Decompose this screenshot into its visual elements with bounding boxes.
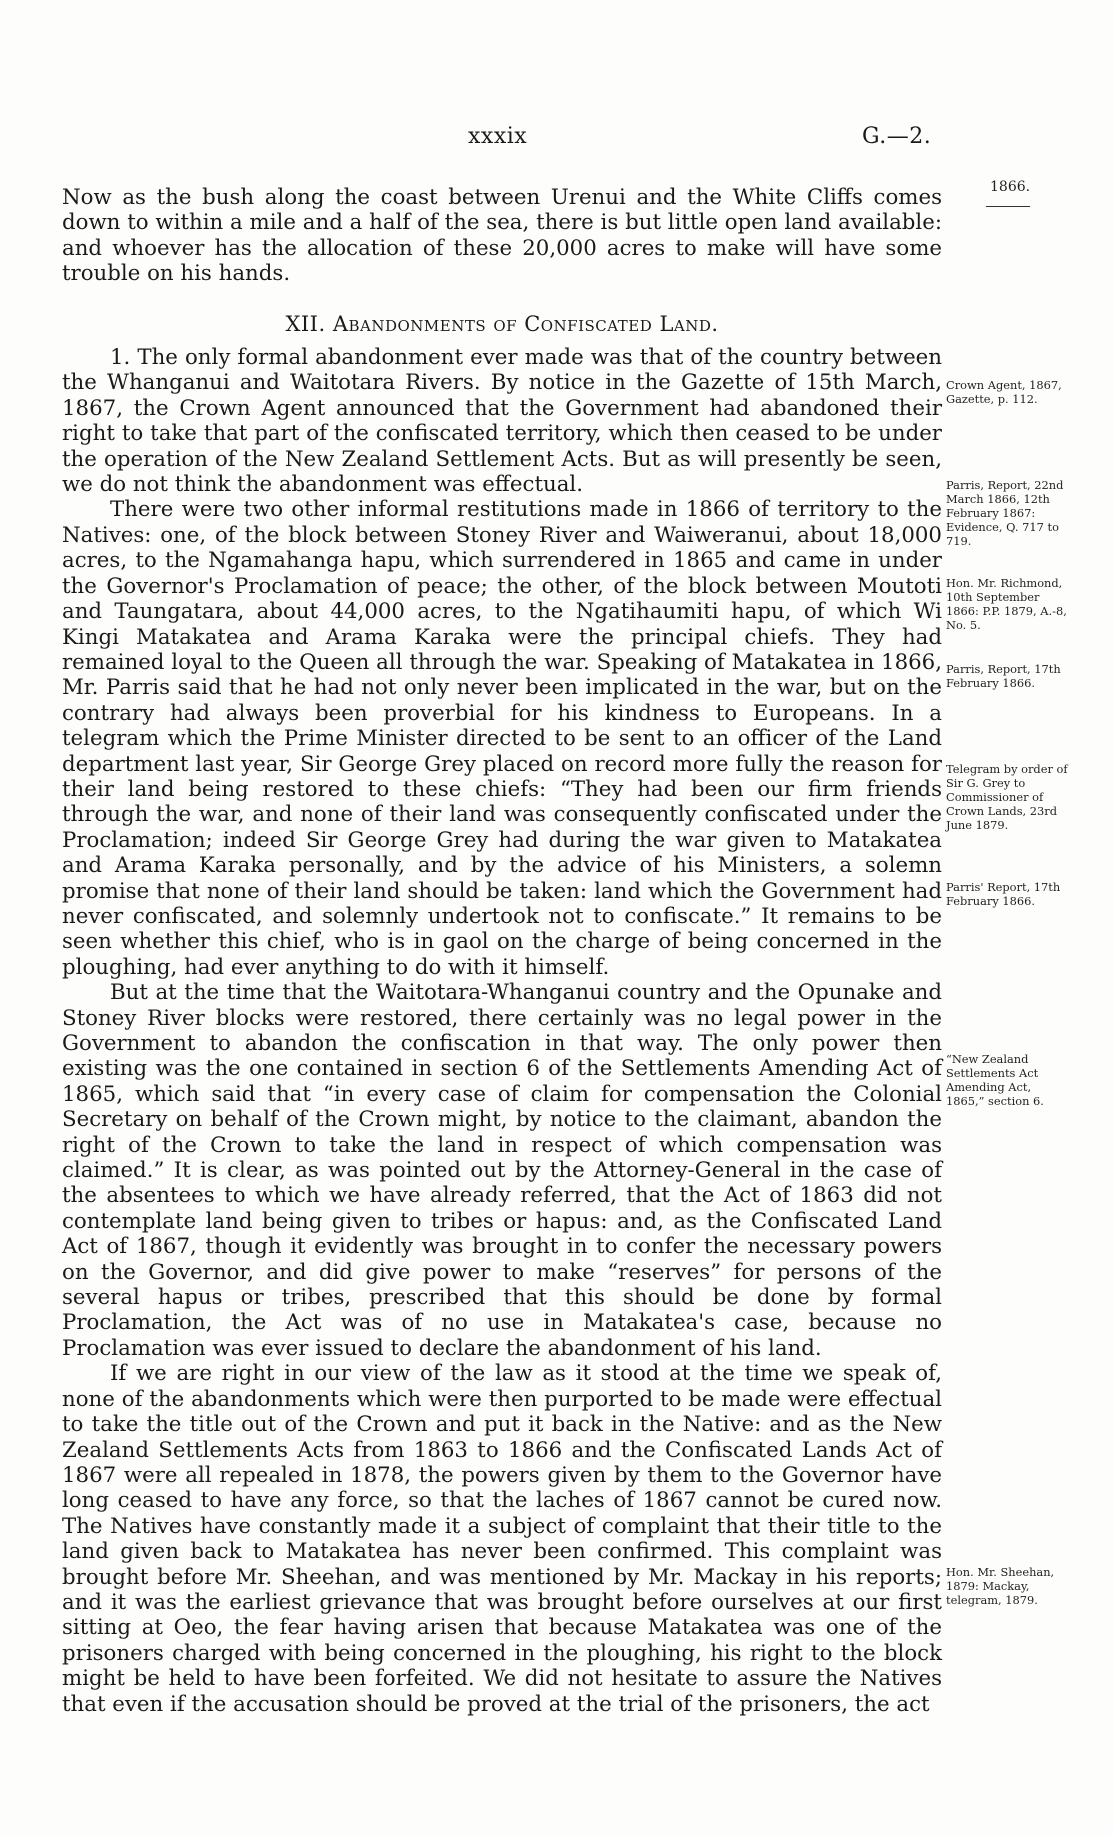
section-heading: XII. Abandonments of Confiscated Land. [285,311,719,336]
margin-rule [986,206,1030,207]
paragraph-legal-power: But at the time that the Waitotara-Whanganui country and the Opunake and Stoney River blocks were restored, there certainly was no legal power in the Government to abandon the confiscation in that way. The only power then existing was the one contained in section 6 of the Settlements Amending Act of 1865, which said that “in every case of claim for compensation the Colonial Secretary on behalf of the Crown might, by notice to the claimant, abandon the right of the Crown to take the land in respect of which compensation was claimed.” It is clear, as was pointed out by the Attorney-General in the case of the absentees to which we have already referred, that the Act of 1863 did not contemplate land being given to tribes or hapus: and, as the Confiscated Land Act of 1867, though it evidently was brought in to confer the necessary powers on the Governor, and did give power to make “reserves” for persons of the several hapus or tribes, prescribed that this should be done by formal Proclamation, the Act was of no use in Matakatea's case, because no Proclamation was ever issued to declare the abandonment of his land. [62,980,942,1361]
intro-paragraph: Now as the bush along the coast between Urenui and the White Cliffs comes down to within a mile and a half of the sea, there is but little open land available: and whoever has the allocation of these 20,000 acres to make will have some trouble on his hands. [62,185,942,287]
margin-note-richmond: Hon. Mr. Richmond, 10th September 1866: P.P. 1879, A.-8, No. 5. [946,576,1067,632]
margin-note-settlements-act: “New Zealand Settlements Act Amending Act, 1865,” section 6. [946,1052,1044,1108]
paragraph-view-of-law: If we are right in our view of the law as it stood at the time we speak of, none of the abandonments which were then purported to be made were effectual to take the title out of the Crown and put it back in the Native: and as the New Zealand Settlements Acts from 1863 to 1866 and the Confiscated Lands Act of 1867 were all repealed in 1878, the powers given by them to the Governor have long ceased to have any force, so that the laches of 1867 cannot be cured now. The Natives have constantly made it a subject of complaint that their title to the land given back to Matakatea has never been confirmed. This complaint was brought before Mr. Sheehan, and was mentioned by Mr. Mackay in his reports; and it was the earliest grievance that was brought before ourselves at our first sitting at Oeo, the fear having arisen that because Matakatea was one of the prisoners charged with being concerned in the ploughing, his right to the block might be held to have been forfeited. We did not hesitate to assure the Natives that even if the accusation should be proved at the trial of the prisoners, the act [62,1361,942,1717]
body-text [62,185,942,1717]
margin-note-sheehan: Hon. Mr. Sheehan, 1879: Mackay, telegram, 1879. [946,1565,1055,1607]
document-reference: G.—2. [862,124,932,149]
paragraph-abandonment: 1. The only formal abandonment ever made was that of the country between the Whanganui and Waitotara Rivers. By notice in the Gazette of 15th March, 1867, the Crown Agent announced that the Government had abandoned their right to take that part of the confiscated territory, which then ceased to be under the operation of the New Zealand Settlement Acts. But as will presently be seen, we do not think the abandonment was effectual. [62,345,942,498]
margin-note-parris-report: Parris, Report, 22nd March 1866, 12th February 1867: Evidence, Q. 717 to 719. [946,478,1064,548]
margin-note-parris-report-2: Parris' Report, 17th February 1866. [946,880,1061,908]
margin-year: 1866. [990,179,1031,195]
paragraph-restitutions: There were two other informal restitutions made in 1866 of territory to the Natives: one, of the block between Stoney River and Waiweranui, about 18,000 acres, to the Ngamahanga hapu, which surrendered in 1865 and came in under the Governor's Proclamation of peace; the other, of the block between Moutoti and Taungatara, about 44,000 acres, to the Ngatihaumiti hapu, of which Wi Kingi Matakatea and Arama Karaka were the principal chiefs. They had remained loyal to the Queen all through the war. Speaking of Matakatea in 1866, Mr. Parris said that he had not only never been implicated in the war, but on the contrary had always been proverbial for his kindness to Europeans. In a telegram which the Prime Minister directed to be sent to an officer of the Land department last year, Sir George Grey placed on record more fully the reason for their land being restored to these chiefs: “They had been our firm friends through the war, and none of their land was consequently confiscated under the Proclamation; indeed Sir George Grey had during the war given to Matakatea and Arama Karaka personally, and by the advice of his Ministers, a solemn promise that none of their land should be taken: land which the Government had never confiscated, and solemnly undertook not to confiscate.” It remains to be seen whether this chief, who is in gaol on the charge of being concerned in the ploughing, had ever anything to do with it himself. [62,497,942,980]
page-number: xxxix [468,124,528,149]
margin-note-parris-feb: Parris, Report, 17th February 1866. [946,662,1061,690]
margin-note-telegram: Telegram by order of Sir G. Grey to Commissioner of Crown Lands, 23rd June 1879. [946,762,1068,832]
margin-note-crown-agent: Crown Agent, 1867, Gazette, p. 112. [946,378,1062,406]
